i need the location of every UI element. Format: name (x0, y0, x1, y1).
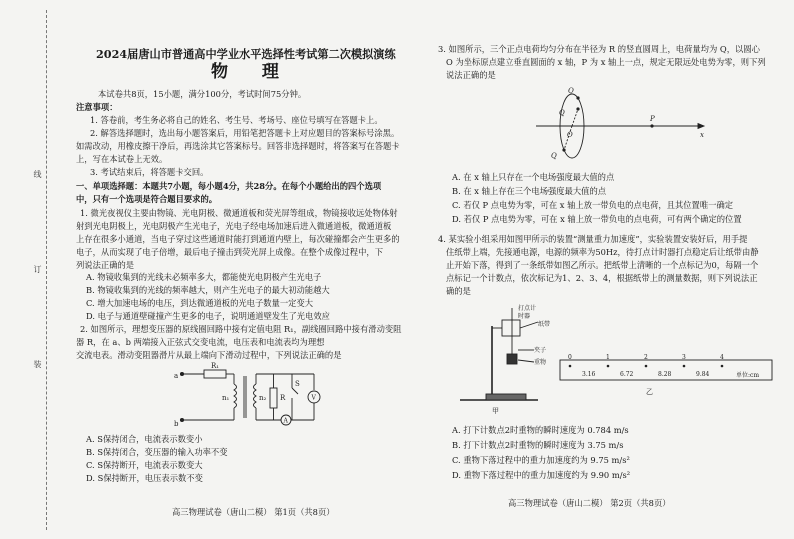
label-x: x (700, 131, 704, 139)
tape-unit: 单位:cm (736, 372, 760, 379)
label-q-bottom: Q (551, 152, 557, 160)
page-2-footer: 高三物理试卷（唐山二模） 第2页（共8页） (508, 498, 671, 508)
tape-dot (645, 365, 648, 368)
q1-option-b: B. 物镜收集到的光线的频率越大，则产生光电子的最大初动能越大 (86, 285, 330, 295)
paper-tape-figure (558, 354, 776, 398)
tape-mark-label: 0 (568, 354, 572, 361)
tape-mark-label: 4 (720, 354, 724, 361)
tape-dot (683, 365, 686, 368)
q3-stem-line: O 为坐标原点建立垂直圆面的 x 轴，P 为 x 轴上一点，规定无限远处电势为零，则下列 (446, 57, 766, 67)
q2-option-d: D. S保持断开，电压表示数不变 (86, 473, 203, 483)
tape-segment-value: 6.72 (620, 371, 634, 378)
q3-stem-line: 说法正确的是 (446, 70, 496, 80)
q1-stem-line: 上存在很多小通道，当电子穿过这些通道时能打到通道内壁上，每次碰撞都会产生更多的 (76, 234, 400, 244)
section-heading: 一、单项选择题：本题共7小题，每小题4分，共28分。在每个小题给出的四个选项 (76, 181, 382, 191)
q4-stem-line: 4. 某实验小组采用如图甲所示的装置“测量重力加速度”，实验装置安装好后，用手提 (438, 234, 748, 244)
label-n1: n₁ (222, 394, 230, 402)
page-1 (76, 0, 418, 539)
q4-stem-line: 点标记一个计数点，依次标记为1、2、3、4，根据纸带上的测量数据，则下列说法正 (446, 273, 758, 283)
q1-stem-line: 射到光电阴极上，光电阴极产生光电子，光电子经电场加速后进入微通道板，微通道板 (76, 221, 392, 231)
label-q-top: Q (568, 87, 574, 95)
tape-mark-label: 3 (682, 354, 686, 361)
q1-stem-line: 电子，从而实现了电子倍增，最后电子撞击到荧光屏上成像。在整个成像过程中，下 (76, 247, 383, 257)
label-tape: 纸带 (538, 321, 551, 328)
page-2 (438, 0, 783, 539)
tape-dot (607, 365, 610, 368)
q1-option-d: D. 电子与通道壁碰撞产生更多的电子，说明通道壁发生了光电效应 (86, 311, 330, 321)
weight (507, 354, 517, 364)
q3-option-d: D. 若仅 P 点电势为零，可在 x 轴上放一带负电的点电荷，可有两个确定的位置 (452, 214, 742, 224)
tape-segment-value: 9.84 (696, 371, 710, 378)
x-axis-arrow (698, 124, 704, 129)
q4-stem-line: 止开始下落，得到了一条纸带如图乙所示。把纸带上清晰的一个点标记为0，每隔一个 (446, 260, 759, 270)
label-timer-1: 打点计 (518, 305, 537, 312)
exam-info: 本试卷共8页，15小题，满分100分，考试时间75分钟。 (98, 89, 307, 99)
timer-body (502, 320, 520, 336)
tape-segment-value: 8.28 (658, 371, 672, 378)
transformer-circuit-figure (174, 362, 324, 432)
label-q-mid: Q (559, 109, 565, 117)
primary-coil (234, 384, 237, 408)
q4-stem-line: 确的是 (446, 286, 471, 296)
binding-line (46, 10, 47, 530)
binding-mark-3: 装 (33, 360, 42, 368)
label-b: b (174, 420, 179, 428)
note-line: 2. 解答选择题时，选出每小题答案后，用铅笔把答题卡上对应题目的答案标号涂黑。 (90, 128, 400, 138)
q2-stem-line: 交流电表。滑动变阻器滑片从最上端向下滑动过程中，下列说法正确的是 (76, 350, 342, 360)
q4-option-c: C. 重物下落过程中的重力加速度约为 9.75 m/s² (452, 455, 630, 465)
q4-option-b: B. 打下计数点2时重物的瞬时速度为 3.75 m/s (452, 440, 624, 450)
q1-option-a: A. 物镜收集到的光线未必频率多大，都能使光电阴极产生光电子 (86, 272, 322, 282)
label-voltmeter: V (311, 394, 316, 402)
q4-stem-line: 住纸带上端，先接通电源，电源的频率为50Hz，待打点计时器打点稳定后让纸带由静 (446, 247, 759, 257)
q1-option-c: C. 增大加速电场的电压，到达微通道板的光电子数量一定变大 (86, 298, 314, 308)
q2-stem-line: 器 R，在 a、b 两端接入正弦式交变电流，电压表和电流表均为理想 (76, 337, 325, 347)
stand-base (486, 394, 526, 400)
q4-option-d: D. 重物下落过程中的重力加速度约为 9.90 m/s² (452, 470, 631, 480)
notice-heading: 注意事项： (76, 102, 118, 112)
q2-option-b: B. S保持闭合，变压器的输入功率不变 (86, 447, 228, 457)
binding-mark-1: 线 (33, 170, 42, 178)
apparatus-figure (458, 300, 566, 418)
note-line: 1. 答卷前，考生务必将自己的姓名、考生号、考场号、座位号填写在答题卡上。 (90, 115, 383, 125)
page-1-footer: 高三物理试卷（唐山二模） 第1页（共8页） (172, 507, 335, 517)
tape-segment-value: 3.16 (582, 371, 596, 378)
q1-stem-line: 列说法正确的是 (76, 260, 135, 270)
binding-mark-2: 订 (33, 265, 42, 273)
label-n2: n₂ (259, 394, 267, 402)
tape-dot (569, 365, 572, 368)
label-ammeter: A (283, 417, 288, 425)
q3-option-c: C. 若仅 P 点电势为零，可在 x 轴上放一带负电的点电荷，且其位置唯一确定 (452, 200, 734, 210)
label-fig-b: 乙 (646, 388, 653, 396)
label-o: O (567, 131, 573, 139)
q3-stem-line: 3. 如图所示，三个正点电荷均匀分布在半径为 R 的竖直圆周上，电荷量均为 Q，以圆心 (438, 44, 760, 54)
subject-title: 物 理 (211, 62, 293, 82)
tape-dot (721, 365, 724, 368)
q3-option-a: A. 在 x 轴上只存在一个电场强度最大值的点 (452, 172, 615, 182)
resistor-r1 (204, 370, 226, 378)
binding-margin (20, 0, 58, 539)
label-s: S (295, 380, 300, 388)
q4-option-a: A. 打下计数点2时重物的瞬时速度为 0.784 m/s (452, 425, 629, 435)
label-r1: R₁ (211, 362, 220, 370)
label-a: a (174, 372, 179, 380)
label-timer-2: 时器 (518, 313, 531, 320)
q2-option-a: A. S保持闭合，电流表示数变小 (86, 434, 203, 444)
label-fig-a: 甲 (492, 407, 499, 415)
secondary-coil (254, 384, 257, 408)
charge-bottom (562, 148, 565, 151)
q2-option-c: C. S保持断开，电流表示数变大 (86, 460, 203, 470)
q3-option-b: B. 在 x 轴上存在三个电场强度最大值的点 (452, 186, 607, 196)
tape-mark-label: 2 (644, 354, 648, 361)
note-line: 上，写在本试卷上无效。 (76, 154, 168, 164)
rheostat-r (270, 388, 277, 408)
exam-title: 2024届唐山市普通高中学业水平选择性考试第二次模拟演练 (96, 47, 396, 61)
point-p (650, 124, 653, 127)
label-p: P (650, 115, 655, 123)
charges-ring-figure (532, 84, 712, 169)
note-line: 3. 考试结束后，将答题卡交回。 (90, 167, 209, 177)
q2-stem-line: 2. 如图所示，理想变压器的原线圈回路中接有定值电阻 R₁，副线圈回路中接有滑动变阻 (80, 324, 402, 334)
label-r: R (280, 394, 286, 402)
q1-stem-line: 1. 微光夜视仪主要由物镜、光电阴极、微通道板和荧光屏等组成，物镜接收远处物体射 (80, 208, 398, 218)
label-clip: 夹子 (534, 347, 547, 354)
tape-mark-label: 1 (606, 354, 610, 361)
charge-top (576, 96, 579, 99)
switch-s (292, 388, 298, 394)
charge-mid (576, 107, 579, 110)
label-weight: 重物 (534, 359, 547, 366)
note-line: 如需改动，用橡皮擦干净后，再选涂其它答案标号。回答非选择题时，将答案写在答题卡 (76, 141, 400, 151)
section-heading: 中，只有一个选项是符合题目要求的。 (76, 194, 218, 204)
